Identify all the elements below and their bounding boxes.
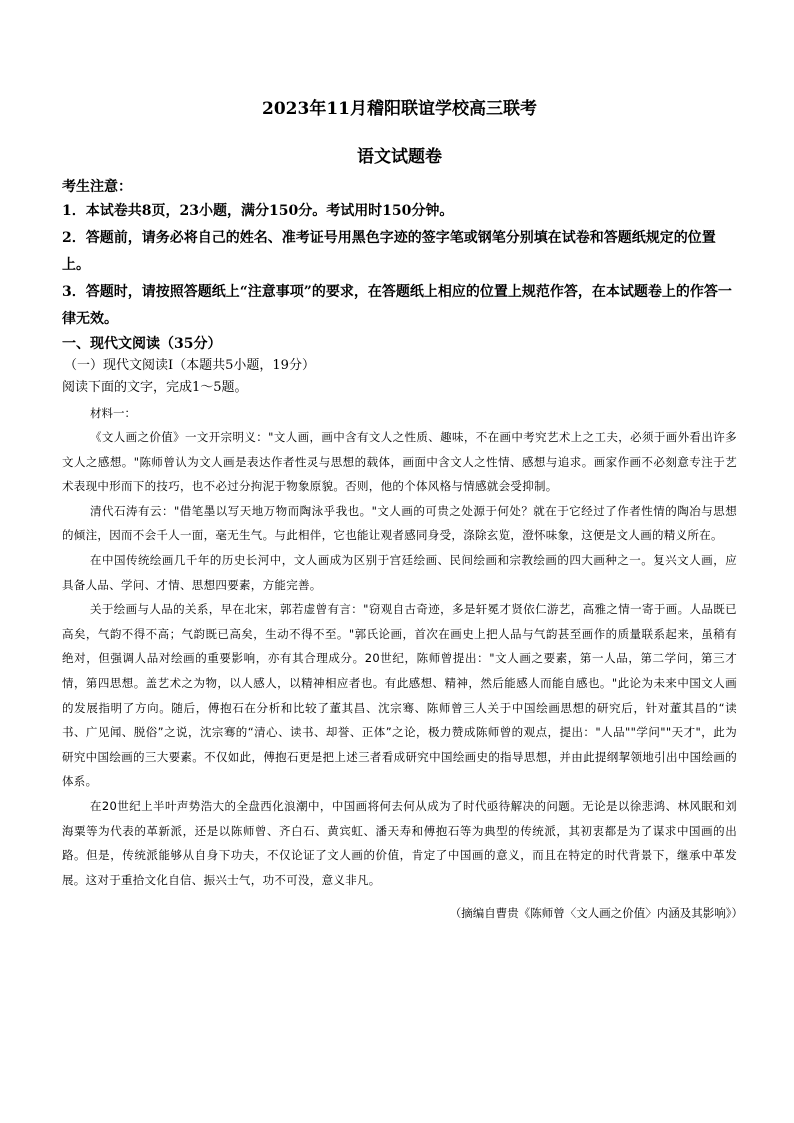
passage-paragraph: 在20世纪上半叶声势浩大的全盘西化浪潮中，中国画将何去何从成为了时代亟待解决的问题。无论是以徐悲鸿、林风眠和刘海粟等为代表的革新派，还是以陈师曾、齐白石、黄宾虹、潘天寿和傅抱石等为典型的传统派，其初衷都是为了谋求中国画的出路。但是，传统派能够从自身下功夫，不仅论证了文人画的价值，肯定了中国画的意义，而且在特定的时代背景下，继承中革发展。这对于重拾文化自信、振兴士气，功不可没，意义非凡。 (62, 798, 737, 887)
source-citation: （摘编自曹贵《陈师曾〈文人画之价值〉内涵及其影响》） (449, 906, 743, 921)
section-heading: 一、现代文阅读（35分） (62, 336, 222, 352)
candidate-notice (62, 177, 737, 333)
passage-paragraph: 关于绘画与人品的关系，早在北宋，郭若虚曾有言："窃观自古奇迹，多是轩冕才贤依仁游艺，高雅之情一寄于画。人品既已高矣，气韵不得不高；气韵既已高矣，生动不得不至。"郭氏论画，首次在画史上把人品与气韵甚至画作的质量联系起来，虽稍有绝对，但强调人品对绘画的重要影响，亦有其合理成分。20世纪，陈师曾提出："文人画之要素，第一人品，第二学问，第三才情，第四思想。盖艺术之为物，以人感人，以精神相应者也。有此感想、精神，然后能感人而能自感也。"此论为未来中国文人画的发展指明了方向。随后，傅抱石在分析和比较了董其昌、沈宗骞、陈师曾三人关于中国绘画思想的研究后，针对董其昌的“读书、广见闻、脱俗”之说，沈宗骞的“清心、读书、却誉、正体”之论，极力赞成陈师曾的观点，提出："人品""学问""天才"，此为研究中国绘画的三大要素。不仅如此，傅抱石更是把上述三者看成研究中国绘画史的指导思想，并由此提纲挈领地引出中国绘画的体系。 (62, 602, 737, 789)
notice-item: 2．答题前，请务必将自己的姓名、准考证号用黑色字迹的签字笔或钢笔分别填在试卷和答题纸规定的位置上。 (62, 230, 716, 273)
paper-subtitle: 语文试题卷 (357, 147, 442, 167)
material-label: 材料一： (90, 406, 136, 420)
section-subheading: （一）现代文阅读Ⅰ（本题共5小题，19分） (64, 358, 315, 373)
reading-instruction: 阅读下面的文字，完成1～5题。 (62, 380, 248, 395)
notice-item: 3．答题时，请按照答题纸上“注意事项”的要求，在答题纸上相应的位置上规范作答，在本试题卷上的作答一律无效。 (62, 284, 732, 327)
passage-paragraph: 《文人画之价值》一文开宗明义："文人画，画中含有文人之性质、趣味，不在画中考究艺术上之工夫，必须于画外看出许多文人之感想。"陈师曾认为文人画是表达作者性灵与思想的载体，画面中含文人之性情、感想与追求。画家作画不必刻意专注于艺术表现中形而下的技巧，也不必过分拘泥于物象原貌。否则，他的个体风格与情感就会受抑制。 (62, 430, 737, 494)
exam-title: 2023年11月稽阳联谊学校高三联考 (262, 99, 537, 119)
notice-item: 1．本试卷共8页，23小题，满分150分。考试用时150分钟。 (62, 203, 454, 219)
passage-paragraph: 清代石涛有云："借笔墨以写天地万物而陶泳乎我也。"文人画的可贵之处源于何处？就在于它经过了作者性情的陶冶与思想的倾注，因而不会千人一面，毫无生气。与此相伴，它也能让观者感同身受，涤除玄览，澄怀味象，这便是文人画的精义所在。 (62, 503, 737, 543)
notice-heading: 考生注意： (62, 179, 132, 195)
exam-page (62, 98, 743, 926)
reading-section (62, 333, 743, 926)
passage-paragraph: 在中国传统绘画几千年的历史长河中，文人画成为区别于宫廷绘画、民间绘画和宗教绘画的四大画种之一。复兴文人画，应具备人品、学问、才情、思想四要素，方能完善。 (62, 552, 737, 592)
